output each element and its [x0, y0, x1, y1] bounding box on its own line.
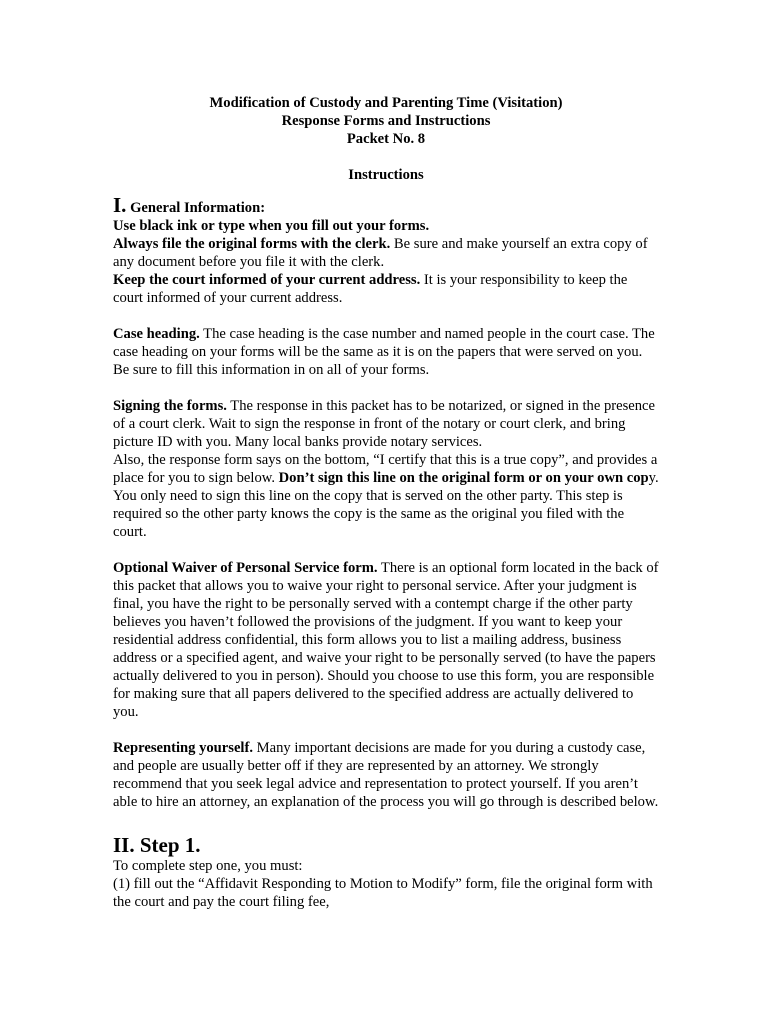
instructions-heading: Instructions	[348, 167, 424, 183]
step-1-heading: II. Step 1.	[113, 833, 201, 857]
waiver-paragraph: Optional Waiver of Personal Service form. There is an optional form located in the back of this packet that allows you to waive your right to personal service. After your judgment is final, you have the right to be personally served with a contempt charge if the other party believes you haven’t followed the provisions of the judgment. If you want to keep your residential address confidential, this form allows you to list a mailing address, business address or a specified agent, and waive your right to be personally served (to have the papers actually delivered to you in person). Should you choose to use this form, you are responsible for making sure that all papers delivered to the specified address are actually delivered to you.	[113, 560, 659, 720]
doc-title-line1: Modification of Custody and Parenting Time (Visitation)	[209, 95, 563, 111]
step-1-item-1: (1) fill out the “Affidavit Responding to Motion to Modify” form, file the original form with the court and pay the court filing fee,	[113, 876, 653, 910]
doc-title-line2: Response Forms and Instructions	[281, 113, 491, 129]
section-roman-numeral: I.	[113, 193, 127, 217]
step-1-intro: To complete step one, you must:	[113, 858, 303, 874]
section-general-information-heading	[113, 193, 659, 217]
representing-paragraph: Representing yourself. Many important decisions are made for you during a custody case, and people are usually better off if they are represented by an attorney. We strongly recommend that you seek legal advice and representation to protect yourself. If you aren’t able to hire an attorney, an explanation of the process you will go through is described below.	[113, 740, 659, 810]
certify-paragraph: Also, the response form says on the bottom, “I certify that this is a true copy”, and provides a place for you to sign below. Don’t sign this line on the original form or on your own copy. You only need to sign this line on the copy that is served on the other party. This step is required so the other party knows the copy is the same as the original you filed with the court.	[113, 452, 659, 540]
section-title: General Information:	[126, 200, 266, 216]
doc-title-line3: Packet No. 8	[346, 131, 426, 147]
file-original-paragraph: Always file the original forms with the clerk. Be sure and make yourself an extra copy of any document before you file it with the clerk.	[113, 236, 648, 270]
ink-instruction: Use black ink or type when you fill out your forms.	[113, 218, 430, 234]
case-heading-paragraph: Case heading. The case heading is the case number and named people in the court case. The case heading on your forms will be the same as it is on the papers that were served on you. Be sure to fill this information in on all of your forms.	[113, 326, 655, 378]
document-content	[113, 94, 659, 911]
signing-forms-paragraph: Signing the forms. The response in this packet has to be notarized, or signed in the presence of a court clerk. Wait to sign the response in front of the notary or court clerk, and bring picture ID with you. Many local banks provide notary services.	[113, 398, 656, 450]
address-paragraph: Keep the court informed of your current address. It is your responsibility to keep the court informed of your current address.	[113, 272, 628, 306]
